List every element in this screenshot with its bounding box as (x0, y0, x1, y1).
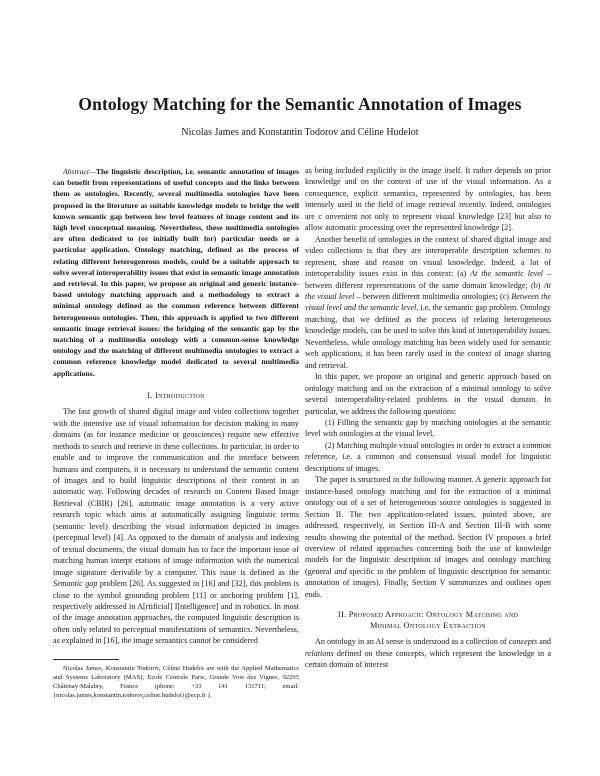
intro-paragraph-4: In this paper, we propose an original and generic approach based on ontology matching and on the extraction of a minimal ontology to solve several interoperability-related problems in the visual domain. In particular, we address the following questions: (305, 372, 551, 416)
section-heading-introduction: I. Introduction (147, 390, 205, 400)
author-affiliation-footnote: Nicolas James, Konstantin Todorov, Céline Hudelot are with the Applied Mathematics and Systems Laboratory (MAS), Ecole Centrale Paris, Grande Voie des Vignes, 92295 Châtenay-Malabry, France (phone: +33 141 131711; email: {nicolas.james,konstantin.todorov,celine.hudelot}@ecp.fr ). (53, 664, 299, 700)
intro-paragraph-3: Another benefit of ontologies in the context of shared digital image and video collections is that they are interoperable description schemes to represent, share and reason on visual knowledge. Indeed, a lot of interoperability issues exist in this context: (a) At the semantic level – between different representations of the same domain knowledge; (b) At the visual level – between different multimedia ontologies; (c) Between the visual level and the semantic level, i.e. the semantic gap problem. Ontology matching, that we defined as the process of relating heterogeneous knowledge models, can be used to solve this kind of interoperability issues. Nevertheless, while ontology matching has been widely used for semantic web applications, it has been rarely used in the context of image sharing and retrieval. (305, 234, 552, 370)
author-list: Nicolas James and Konstantin Todorov and Céline Hudelot (181, 127, 419, 138)
abstract (53, 166, 299, 379)
approach-paragraph-1: An ontology in an AI sense is understood as a collection of concepts and relations defined on these concepts, which represent the knowledge in a certain domain of interest (305, 637, 551, 670)
abstract-text: The linguistic description, i.e. semantic annotation of images can benefit from representations of useful concepts and the links between them as ontologies. Recently, several multimedia ontologies have been proposed in the literature as suitable knowledge models to bridge the well known semantic gap between low level features of image content and its high level conceptual meaning. Nevertheless, these multimedia ontologies are often dedicated to (or initially built for) particular needs or a particular application. Ontology matching, defined as the process of relating different heterogeneous models, could be a suitable approach to solve several interoperability issues that exist in semantic image annotation and retrieval. In this paper, we propose an original and generic instance-based ontology matching approach and a methodology to extract a minimal ontology defined as the common reference between different heterogeneous ontologies. Then, this approach is applied to two different semantic image retrieval issues: the bridging of the semantic gap by the matching of a multimedia ontology with a common-sense knowledge ontology and the matching of different multimedia ontologies to extract a common reference knowledge model dedicated to several multimedia applications. (53, 167, 299, 378)
intro-paragraph-2: as being included explicitly in the image itself. It rather depends on prior knowledge and on the context of use of the visual information. As a consequence, explicit semantics, represented by ontologies, has been intensely used in the field of image retrieval recently. Indeed, ontologies are c onvenient not only to represent visual knowledge [23] but also to allow automatic processing over the represented knowledge [2]. (305, 166, 551, 233)
question-1: (1) Filling the semantic gap by matching ontologies at the semantic level with ontologies at the visual level. (305, 417, 551, 439)
abstract-lead: Abstract— (63, 167, 96, 176)
footnote-divider (53, 659, 119, 660)
right-column (305, 165, 551, 671)
left-column (53, 166, 299, 701)
section-heading-proposed-approach: II. Proposed Approach: Ontology Matching and Minimal Ontology Extraction (337, 610, 519, 631)
intro-paragraph-1: The fast growth of shared digital image and video collections together with the intensive use of visual information for decision making in many domains (as for instance medicine or geosciences) require new effective methods to search and retrieve in these collections. In particular, in order to enable and to improve the communication and the interface between humans and computers, it is necessary to understand the semantic content of images and to build linguistic descriptions of their content in an automatic way. Following decades of research on Content Based Image Retrieval (CBIR) [26], automatic image annotation is a very active research topic which aims at automatically assigning linguistic terms (semantic level) describing the visual information depicted in images (perceptual level) [4]. As opposed to the domain of analysis and indexing of textual documents, the visual domain has to face the important issue of matching human interpr etations of image information with the numerical image signature derivable by a computer. This issue is defined as the Semantic gap problem [26]. As suggested in [16] and [32], this problem is close to the symbol grounding problem [11] or anchoring problem [1], respectively addressed in A[rtificial] I[ntelligence] and in robotics. In most of the image annotation approaches, the computed linguistic description is often only related to perceptual manifestations of semantics. Nevertheless, as explained in [16], the image semantics cannot be considered (53, 407, 299, 646)
question-2: (2) Matching multiple visual ontologies in order to extract a common reference, i.e. a common and consensual visual model for linguistic descriptions of images. (305, 440, 551, 473)
paper-title: Ontology Matching for the Semantic Annotation of Images (78, 94, 522, 114)
intro-paragraph-5: The paper is structured in the following manner. A generic approach for instance-based ontology matching and for the extraction of a minimal ontology out of a set of heterogeneous source ontologies is suggested in Section II. The two application-related issues, pointed above, are addressed, respectively, in Section III-A and Section III-B with some results showing the potential of the method. Section IV proposes a brief overview of related approaches concerning both the use of knowledge models for the linguistic description of images and ontology matching (general and specific to the problem of linguistic description for semantic annotation of images). Finally, Section V summarizes and outlines open ends. (305, 475, 551, 599)
